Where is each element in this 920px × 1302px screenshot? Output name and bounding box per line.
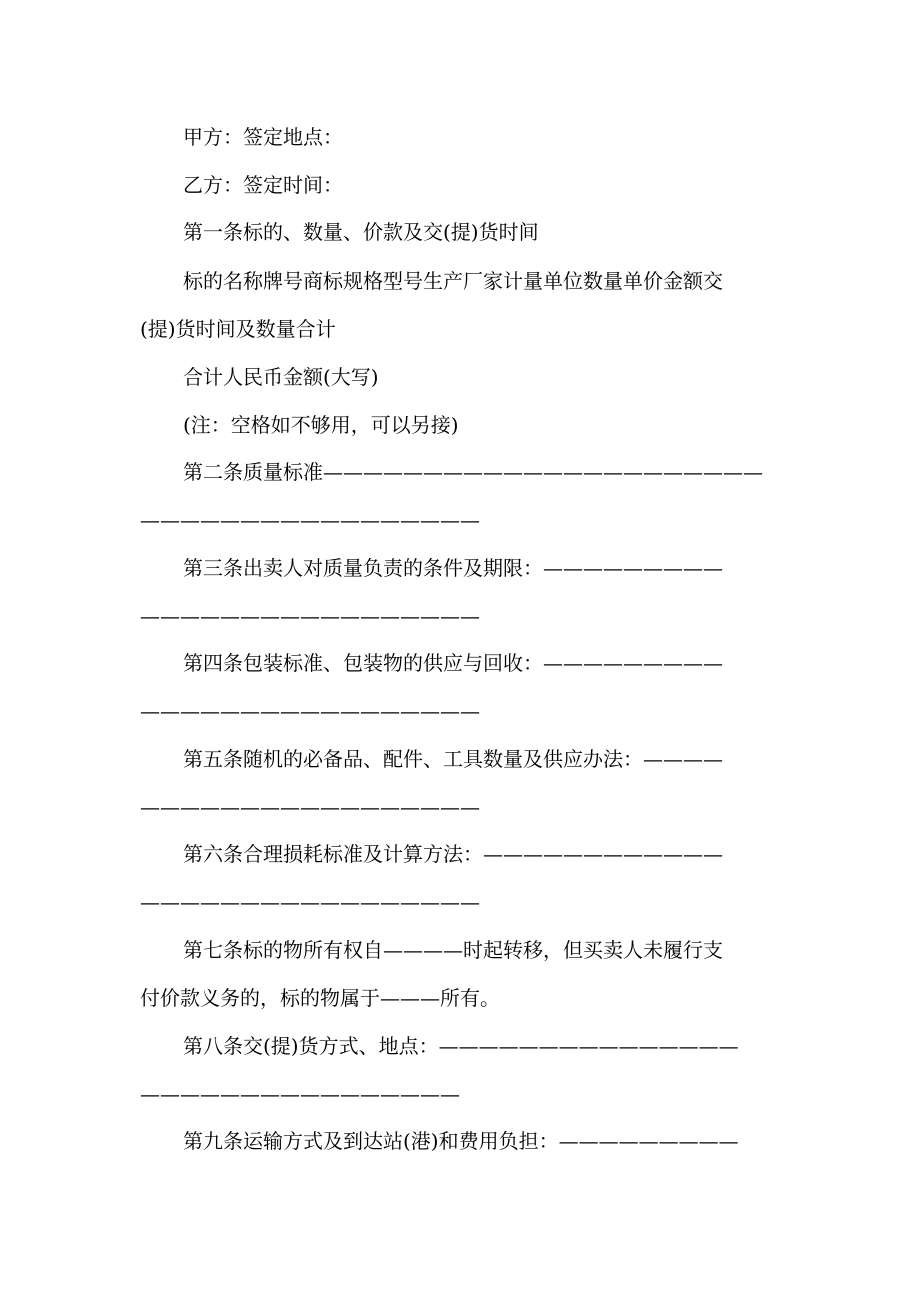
- article-2-blank: —————————————————: [140, 508, 480, 532]
- article-1-table-header-cont: (提)货时间及数量合计: [140, 317, 336, 341]
- article-1-title: 第一条标的、数量、价款及交(提)货时间: [183, 220, 539, 244]
- article-3-liability: 第三条出卖人对质量负责的条件及期限：—————————: [183, 556, 723, 580]
- article-4-packaging: 第四条包装标准、包装物的供应与回收：—————————: [183, 651, 723, 675]
- article-5-accessories: 第五条随机的必备品、配件、工具数量及供应办法：————: [183, 747, 723, 771]
- party-b-signing-time: 乙方：签定时间：: [183, 173, 343, 197]
- article-8-delivery: 第八条交(提)货方式、地点：———————————————: [183, 1034, 739, 1058]
- party-a-signing-place: 甲方：签定地点：: [183, 125, 343, 149]
- article-7-ownership-cont: 付价款义务的，标的物属于———所有。: [140, 986, 500, 1010]
- article-7-ownership: 第七条标的物所有权自————时起转移，但买卖人未履行支: [183, 938, 723, 962]
- article-4-blank: —————————————————: [140, 699, 480, 723]
- article-8-blank: ————————————————: [140, 1082, 460, 1106]
- article-6-blank: —————————————————: [140, 890, 480, 914]
- note-line: (注：空格如不够用，可以另接): [183, 413, 459, 437]
- article-3-blank: —————————————————: [140, 604, 480, 628]
- article-2-quality: 第二条质量标准——————————————————————: [183, 460, 763, 484]
- article-9-transport: 第九条运输方式及到达站(港)和费用负担：—————————: [183, 1129, 739, 1153]
- article-6-loss: 第六条合理损耗标准及计算方法：————————————: [183, 842, 723, 866]
- total-amount-line: 合计人民币金额(大写): [183, 365, 379, 389]
- article-1-table-header: 标的名称牌号商标规格型号生产厂家计量单位数量单价金额交: [183, 269, 723, 293]
- article-5-blank: —————————————————: [140, 795, 480, 819]
